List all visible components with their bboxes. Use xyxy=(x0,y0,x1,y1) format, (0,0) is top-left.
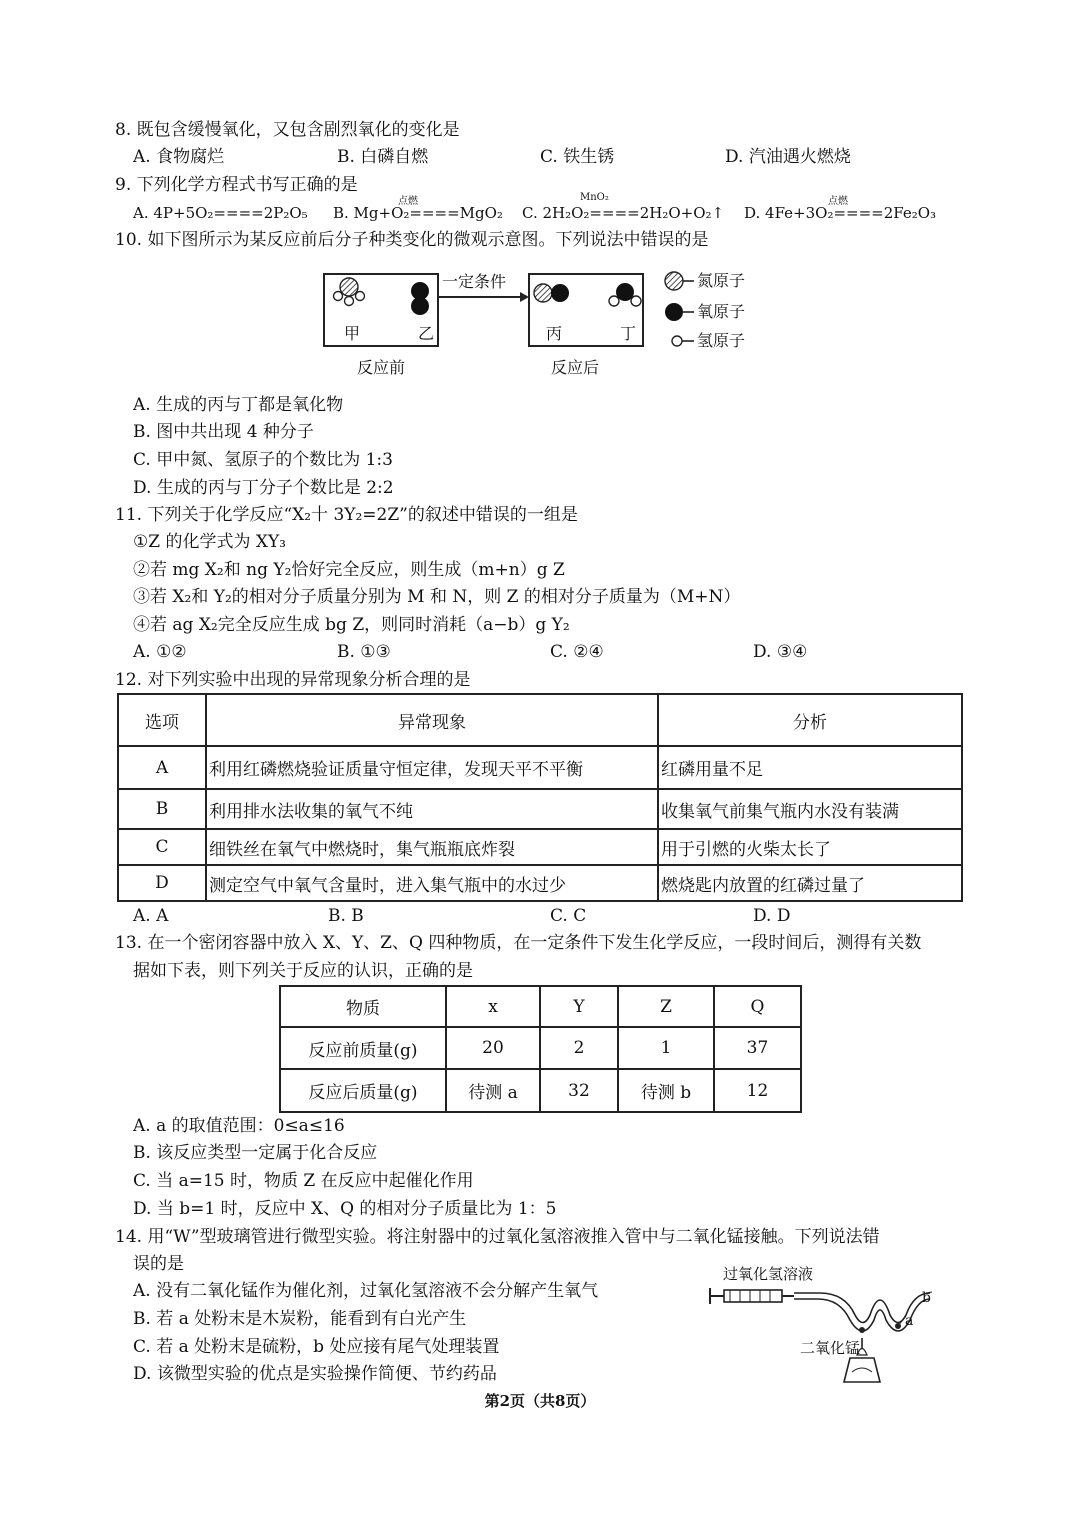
q11-item-2: ②若 mg X₂和 ng Y₂恰好完全反应，则生成（m+n）g Z xyxy=(133,560,565,580)
q13-row-after-y: 32 xyxy=(540,1069,618,1112)
q13-row-before-y: 2 xyxy=(540,1027,618,1069)
q12-table xyxy=(117,693,963,902)
q13-row-before-x: 20 xyxy=(446,1027,540,1069)
q9-cond-c: MnO₂ xyxy=(580,192,609,203)
q13-row-after-label: 反应后质量(g) xyxy=(280,1069,446,1112)
q13-header-q: Q xyxy=(714,986,801,1027)
q8-option-c: C. 铁生锈 xyxy=(540,147,615,167)
q12-option-a: A. A xyxy=(133,906,169,926)
q8-option-b: B. 白磷自燃 xyxy=(337,147,429,167)
legend-hydrogen xyxy=(672,336,694,346)
q11-item-3: ③若 X₂和 Y₂的相对分子质量分别为 M 和 N，则 Z 的相对分子质量为（M+N） xyxy=(133,587,741,607)
q12-row-d-analysis: 燃烧匙内放置的红磷过量了 xyxy=(658,865,962,901)
legend-nitrogen-label: 氮原子 xyxy=(697,271,746,290)
q12-row-b-label: B xyxy=(118,789,206,829)
q12-header-analysis: 分析 xyxy=(658,694,962,746)
legend-oxygen-label: 氧原子 xyxy=(697,302,746,321)
label-bing: 丙 xyxy=(546,324,563,343)
q13-option-a: A. a 的取值范围：0≤a≤16 xyxy=(133,1116,345,1136)
q12-option-c: C. C xyxy=(550,906,587,926)
q11-option-a: A. ①② xyxy=(133,642,187,662)
q9-stem: 9. 下列化学方程式书写正确的是 xyxy=(115,175,358,195)
legend-oxygen xyxy=(665,303,694,321)
q12-stem: 12. 对下列实验中出现的异常现象分析合理的是 xyxy=(115,670,471,690)
reaction-condition-label: 一定条件 xyxy=(442,272,507,291)
q13-row-before-label: 反应前质量(g) xyxy=(280,1027,446,1069)
q13-option-d: D. 当 b=1 时，反应中 X、Q 的相对分子质量比为 1：5 xyxy=(133,1199,557,1219)
q12-row-d-label: D xyxy=(118,865,206,901)
q14-stem-line1: 14. 用“W”型玻璃管进行微型实验。将注射器中的过氧化氢溶液推入管中与二氧化锰接触。下列说法错 xyxy=(115,1227,880,1247)
q12-row-a-analysis: 红磷用量不足 xyxy=(658,746,962,789)
q11-option-d: D. ③④ xyxy=(753,642,808,662)
q10-option-d: D. 生成的丙与丁分子个数比是 2:2 xyxy=(133,478,394,498)
q9-option-d: D. 4Fe+3O₂====2Fe₂O₃ xyxy=(744,204,937,222)
q14-stem-line2: 误的是 xyxy=(133,1254,184,1274)
q11-item-4: ④若 ag X₂完全反应生成 bg Z，则同时消耗（a−b）g Y₂ xyxy=(133,615,570,635)
q8-stem: 8. 既包含缓慢氧化，又包含剧烈氧化的变化是 xyxy=(115,120,460,140)
q13-stem-line2: 据如下表，则下列关于反应的认识，正确的是 xyxy=(133,961,473,981)
q13-row-before-z: 1 xyxy=(618,1027,714,1069)
q12-row-b-phenomenon: 利用排水法收集的氧气不纯 xyxy=(206,789,658,829)
q12-header-option: 选项 xyxy=(118,694,206,746)
q13-header-substance: 物质 xyxy=(280,986,446,1027)
q9-cond-d: 点燃 xyxy=(828,196,848,207)
q11-option-c: C. ②④ xyxy=(550,642,604,662)
q10-option-c: C. 甲中氮、氢原子的个数比为 1:3 xyxy=(133,450,393,470)
q12-row-b-analysis: 收集氧气前集气瓶内水没有装满 xyxy=(658,789,962,829)
label-before: 反应前 xyxy=(357,358,406,377)
q11-item-1: ①Z 的化学式为 XY₃ xyxy=(133,532,286,552)
q10-option-b: B. 图中共出现 4 种分子 xyxy=(133,422,314,442)
q13-row-after-z: 待测 b xyxy=(618,1069,714,1112)
q10-stem: 10. 如下图所示为某反应前后分子种类变化的微观示意图。下列说法中错误的是 xyxy=(115,230,709,250)
q14-option-c: C. 若 a 处粉末是硫粉，b 处应接有尾气处理装置 xyxy=(133,1337,500,1357)
q13-header-z: Z xyxy=(618,986,714,1027)
q12-option-b: B. B xyxy=(328,906,364,926)
q11-stem: 11. 下列关于化学反应“X₂十 3Y₂=2Z”的叙述中错误的一组是 xyxy=(115,505,578,525)
q11-option-b: B. ①③ xyxy=(337,642,391,662)
label-jia: 甲 xyxy=(344,324,361,343)
q10-option-a: A. 生成的丙与丁都是氧化物 xyxy=(133,395,344,415)
q12-row-d-phenomenon: 测定空气中氧气含量时，进入集气瓶中的水过少 xyxy=(206,865,658,901)
q13-table xyxy=(279,985,802,1113)
legend-nitrogen xyxy=(665,272,694,290)
q14-option-b: B. 若 a 处粉末是木炭粉，能看到有白光产生 xyxy=(133,1309,467,1329)
label-ding: 丁 xyxy=(620,324,637,343)
q13-header-x: x xyxy=(446,986,540,1027)
page-footer: 第2页（共8页） xyxy=(484,1392,596,1410)
q13-option-b: B. 该反应类型一定属于化合反应 xyxy=(133,1143,378,1163)
q13-row-after-q: 12 xyxy=(714,1069,801,1112)
q12-option-d: D. D xyxy=(753,906,791,926)
q10-molecule-diagram xyxy=(0,0,1080,400)
q9-option-b: B. Mg+O₂====MgO₂ xyxy=(333,204,503,222)
q14-option-a: A. 没有二氧化锰作为催化剂，过氧化氢溶液不会分解产生氧气 xyxy=(133,1281,599,1301)
q8-option-a: A. 食物腐烂 xyxy=(133,147,225,167)
q13-header-y: Y xyxy=(540,986,618,1027)
q12-row-a-label: A xyxy=(118,746,206,789)
q14-option-d: D. 该微型实验的优点是实验操作简便、节约药品 xyxy=(133,1364,497,1384)
point-a-label: a xyxy=(905,1313,914,1329)
q13-row-after-x: 待测 a xyxy=(446,1069,540,1112)
legend-hydrogen-label: 氢原子 xyxy=(697,331,746,350)
label-after: 反应后 xyxy=(551,358,600,377)
q12-row-c-analysis: 用于引燃的火柴太长了 xyxy=(658,829,962,865)
q12-row-c-phenomenon: 细铁丝在氧气中燃烧时，集气瓶瓶底炸裂 xyxy=(206,829,658,865)
q9-cond-b: 点燃 xyxy=(398,196,418,207)
port-b-label: b xyxy=(922,1290,931,1306)
q13-option-c: C. 当 a=15 时，物质 Z 在反应中起催化作用 xyxy=(133,1171,474,1191)
h2o2-solution-label: 过氧化氢溶液 xyxy=(723,1265,814,1283)
label-yi: 乙 xyxy=(418,324,435,343)
q13-row-before-q: 37 xyxy=(714,1027,801,1069)
q12-header-phenomenon: 异常现象 xyxy=(206,694,658,746)
q12-row-c-label: C xyxy=(118,829,206,865)
q9-option-a: A. 4P+5O₂====2P₂O₅ xyxy=(133,204,308,222)
q12-row-a-phenomenon: 利用红磷燃烧验证质量守恒定律，发现天平不平衡 xyxy=(206,746,658,789)
q8-option-d: D. 汽油遇火燃烧 xyxy=(725,147,851,167)
q9-option-c: C. 2H₂O₂====2H₂O+O₂↑ xyxy=(522,204,725,222)
mno2-label: 二氧化锰 xyxy=(800,1339,861,1357)
q13-stem-line1: 13. 在一个密闭容器中放入 X、Y、Z、Q 四种物质，在一定条件下发生化学反应，一段时间后，测得有关数 xyxy=(115,933,922,953)
